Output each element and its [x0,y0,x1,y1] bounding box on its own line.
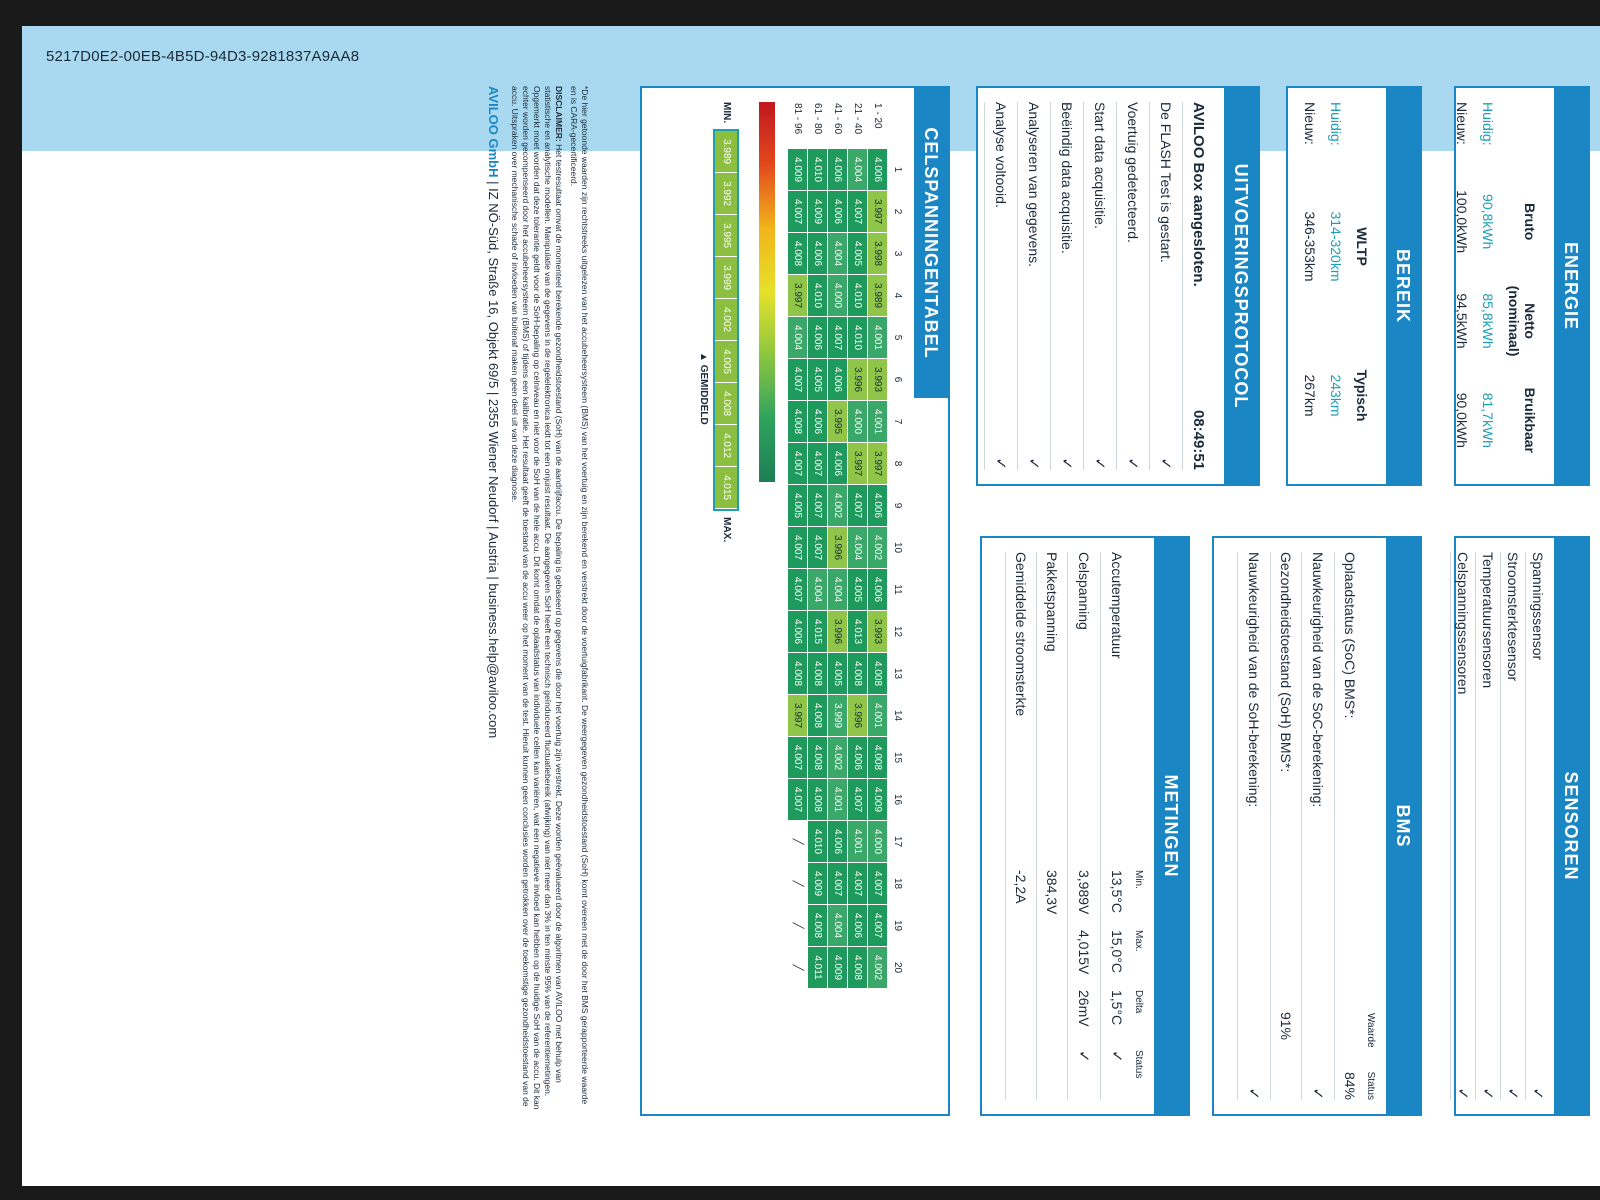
cell-voltage: 4.002 [868,527,888,569]
cell-voltage: 4.001 [868,401,888,443]
voltage-gradient-bar [760,102,776,482]
panel-celtabel [640,86,950,1116]
sensor-item: Spanningssensor [1530,552,1546,661]
disclaimer-block: *De hier getoonde waarden zijn rechtstreeks uitgelezen van het accubeheersysteem (BMS) van het voertuig en zijn berekend en verstrekt door de voertuigfabrikant. De weergegeven gezondheidstoestand (SoH) komt overeen met de door het BMS gerapporteerde waarde en is CARA-gecertificeerd. DISCLAIMER: Het testresultaat omvat de momenteel berekende gezondheidstoestand (SoH) van de aandrijfaccu. De bepaling is gebaseerd op gegevens die door het voertuig zijn verstrekt. Deze worden geëvalueerd door de algoritmen van AVILOO met behulp van statistische en analytische modellen. Manipulatie van de gegevens in de regelelektronica leidt tot een onjuist resultaat. De aangegeven SoH heeft een technisch geïnduceerd fluctuatiebereik (afwijking) van niet meer dan 3% in ten minste 95% van de referentiemetingen. Opgemerkt moet worden dat deze tolerantie geldt voor de SoH-bepaling op celniveau en niet voor de SoH van de hele accu. Dit komt omdat de oplaadstatus van individuele cellen kan variëren, wat een negatieve invloed kan hebben op de huidige SoH van de accu. Dit kan echter worden gecompenseerd door het accubeheersysteem (BMS) of tijdens een kalibratie. Het resultaat geeft de toestand van de accu weer op het moment van de test. Hieruit kunnen geen conclusies worden getrokken over de toekomstige gezondheidstoestand van de accu. Uitspraken over mechanische schade of invloeden van buitenaf maken geen deel uit van deze diagnose. AVILOO GmbH | IZ NÖ-Süd, Straße 16, Objekt 69/5 | 2355 Wiener Neudorf | Austria | business.help@aviloo.com [486,86,590,1116]
cell-voltage: 4.005 [828,653,848,695]
column-header: 5 [891,334,903,341]
row-label: 41 - 60 [828,103,848,149]
cell-voltage: 4.015 [808,611,828,653]
cell-voltage: 4.006 [828,191,848,233]
cell-voltage: 4.008 [788,401,808,443]
column-header: 20 [891,961,903,974]
company-name: AVILOO GmbH [486,86,501,178]
metric-delta: 1,5°C [1109,990,1125,1026]
bms-value: 84% [1342,1071,1358,1100]
average-text: GEMIDDELD [698,364,710,425]
cell-voltage: 3.997 [868,443,888,485]
metric-max: 15,0°C [1109,930,1125,973]
cell-voltage: 4.004 [788,317,808,359]
cell-voltage: 4.006 [808,401,828,443]
cell-voltage: ╱ [788,821,808,863]
cell-voltage: 4.005 [848,233,868,275]
metric-min: 13,5°C [1109,870,1125,913]
cell-voltage: 4.002 [868,947,888,989]
cell-voltage: 4.008 [808,905,828,947]
range-value: 3.999 [716,257,738,299]
cell-voltage: 3.997 [788,695,808,737]
value: 267km [1302,374,1318,417]
cell-voltage: 4.006 [828,443,848,485]
panel-energie [1454,86,1590,486]
cell-voltage: 4.001 [868,317,888,359]
col-min: Min. [1133,870,1144,889]
cell-voltage: 4.010 [848,317,868,359]
metric-value: -2,2A [1013,870,1029,904]
cell-voltage: 4.007 [788,737,808,779]
value: 90,8kWh [1480,194,1496,250]
cell-voltage: 4.007 [788,569,808,611]
value: 100,0kWh [1454,190,1470,254]
cell-voltage: 4.011 [808,947,828,989]
disclaimer-text: Het testresultaat omvat de momenteel berekende gezondheidstoestand (SoH) van de aandrijfaccu. De bepaling is gebaseerd op gegevens die door het voertuig zijn verstrekt. Deze worden geëvalueerd door de algoritmen van AVILOO met behulp van statistische en analytische modellen. Manipulatie van de gegevens in de regelelektronica leidt tot een onjuist resultaat. De aangegeven SoH heeft een technisch geïnduceerd fluctuatiebereik (afwijking) van niet meer dan 3% in ten minste 95% van de referentiemetingen. Opgemerkt moet worden dat deze tolerantie geldt voor de SoH-bepaling op celniveau en niet voor de SoH van de hele accu. Dit komt omdat de oplaadstatus van individuele cellen kan variëren, wat een negatieve invloed kan hebben op de huidige SoH van de accu. Dit kan echter worden gecompenseerd door het accubeheersysteem (BMS) of tijdens een kalibratie. Het resultaat geeft de toestand van de accu weer op het moment van de test. Hieruit kunnen geen conclusies worden getrokken over de toekomstige gezondheidstoestand van de accu. Uitspraken over mechanische schade of invloeden van buitenaf maken geen deel uit van deze diagnose. [510,86,564,1110]
protocol-item: Voertuig gedetecteerd. [1125,102,1141,243]
check-icon: ✓ [1245,1087,1262,1100]
col-status: Status [1133,1050,1144,1079]
check-icon: ✓ [1091,457,1108,470]
check-icon: ✓ [1479,1087,1496,1100]
cell-voltage: 4.010 [808,149,828,191]
metric-label: Celspanning [1076,552,1092,630]
table-row [848,103,868,989]
panel-title: BMS [1386,538,1420,1114]
cell-voltage: 4.006 [848,905,868,947]
column-header: 11 [891,584,903,595]
triangle-icon: ▲ [698,352,710,362]
cell-voltage: 4.006 [868,485,888,527]
cell-voltage: 4.006 [788,611,808,653]
cell-voltage: 4.006 [828,149,848,191]
column-header: 14 [891,709,903,722]
value: 346-353km [1302,211,1318,282]
check-icon: ✓ [1309,1087,1326,1100]
bms-label: Gezondheidstoestand (SoH) BMS*: [1278,552,1294,773]
check-icon: ✓ [1454,1087,1471,1100]
cell-voltage: 4.007 [808,485,828,527]
row-label: 61 - 80 [808,103,828,149]
cell-voltage: 3.996 [828,611,848,653]
row-label: 81 - 96 [788,103,808,149]
cell-voltage: ╱ [788,905,808,947]
cell-voltage: 4.007 [788,443,808,485]
cell-voltage: 4.007 [828,317,848,359]
cell-voltage: 4.004 [828,905,848,947]
column-header: 18 [891,877,903,890]
column-header: 12 [891,625,903,638]
cell-voltage: 4.010 [808,275,828,317]
document-id: 5217D0E2-00EB-4B5D-94D3-9281837A9AA8 [46,48,360,65]
range-value: 4.002 [716,299,738,341]
cell-voltage: 4.007 [848,191,868,233]
protocol-item: Analyse voltooid. [993,102,1009,208]
check-icon: ✓ [1124,457,1141,470]
cell-voltage: 4.004 [848,149,868,191]
cell-voltage: ╱ [788,947,808,989]
metric-min: 3,989V [1076,870,1092,915]
cell-voltage: 4.009 [808,191,828,233]
protocol-item: Start data acquisitie. [1092,102,1108,229]
company-address: IZ NÖ-Süd, Straße 16, Objekt 69/5 | 2355 Wiener Neudorf | Austria | business.help@aviloo.com [486,188,501,739]
cell-voltage: 3.997 [868,191,888,233]
metric-delta: 26mV [1076,990,1092,1027]
cell-voltage: 4.010 [848,275,868,317]
row-label: 1 - 20 [868,103,888,149]
check-icon: ✓ [1075,1050,1092,1063]
cell-voltage: 4.006 [828,821,848,863]
cell-voltage: 4.006 [808,317,828,359]
cell-voltage: 3.998 [868,233,888,275]
panel-sensoren [1454,536,1590,1116]
range-value: 3.995 [716,215,738,257]
bms-value: 91% [1278,1011,1294,1040]
cell-voltage: 4.005 [848,569,868,611]
bms-label: Oplaadstatus (SoC) BMS*: [1342,552,1358,719]
column-header: 7 [891,418,903,425]
panel-title: BEREIK [1386,88,1420,484]
cell-voltage: 4.007 [788,359,808,401]
metric-label: Pakketspanning [1044,552,1060,652]
panel-bms [1212,536,1422,1116]
cell-voltage: 3.999 [828,695,848,737]
cell-voltage: 4.002 [828,485,848,527]
cell-voltage: 4.008 [848,947,868,989]
column-header: 4 [891,292,903,299]
average-label [699,352,710,425]
cell-voltage: 4.005 [788,485,808,527]
metric-label: Gemiddelde stroomsterkte [1013,552,1029,717]
check-icon: ✓ [1529,1087,1546,1100]
panel-title: SENSOREN [1554,538,1588,1114]
col-header: Bruto [1522,203,1538,241]
cell-voltage: 4.007 [808,443,828,485]
row-label: Nieuw: [1302,102,1318,145]
col-waarde: Waarde [1365,1012,1376,1048]
cell-voltage: 4.000 [828,275,848,317]
column-header: 19 [891,919,903,932]
cell-voltage: ╱ [788,863,808,905]
cell-voltage: 4.000 [868,821,888,863]
cell-voltage: 3.996 [848,695,868,737]
cell-voltage: 4.006 [868,149,888,191]
report-page [22,26,1600,1186]
cell-voltage: 4.001 [828,779,848,821]
row-label: Nieuw: [1454,102,1470,145]
value: 85,8kWh [1480,293,1496,349]
cell-voltage: 3.993 [868,359,888,401]
column-header: 10 [891,541,903,554]
range-value: 4.008 [716,383,738,425]
panel-title: ENERGIE [1554,88,1588,484]
column-header: 13 [891,667,903,680]
cell-voltage: 4.008 [848,653,868,695]
metric-max: 4,015V [1076,930,1092,975]
cell-voltage: 4.001 [848,821,868,863]
sensor-item: Celspanningssensoren [1455,552,1471,695]
footnote: *De hier getoonde waarden zijn rechtstreeks uitgelezen van het accubeheersysteem (BMS) van het voertuig en zijn berekend en verstrekt door de voertuigfabrikant. De weergegeven gezondheidstoestand (SoH) komt overeen met de door het BMS gerapporteerde waarde en is CARA-gecertificeerd. [569,86,590,1105]
value: 94,5kWh [1454,293,1470,349]
cell-voltage: 4.006 [868,569,888,611]
cell-voltage: 4.004 [808,569,828,611]
cell-voltage: 4.006 [848,737,868,779]
value: 81,7kWh [1480,392,1496,448]
column-header: 17 [891,835,903,848]
metric-value: 384,3V [1044,870,1060,915]
cell-voltage: 4.013 [848,611,868,653]
col-header: Netto (nominaal) [1506,285,1538,357]
cell-voltage: 3.995 [828,401,848,443]
cell-voltage: 4.007 [848,863,868,905]
column-header: 15 [891,751,903,764]
cell-voltage: 4.009 [828,947,848,989]
column-header: 1 [891,166,903,173]
bms-label: Nauwkeurigheid van de SoC-berekening: [1310,552,1326,808]
cell-voltage: 4.007 [848,485,868,527]
value: 314-320km [1328,211,1344,282]
rotated-report [50,86,1590,1146]
cell-voltage: 3.996 [848,359,868,401]
col-header: WLTP [1354,227,1370,266]
sensor-item: Temperatuursensoren [1480,552,1496,689]
check-icon: ✓ [1504,1087,1521,1100]
cell-voltage: 4.008 [808,779,828,821]
col-header: Bruikbaar [1522,387,1538,453]
cell-voltage: 4.010 [808,821,828,863]
range-value: 3.992 [716,173,738,215]
cell-voltage: 4.004 [848,527,868,569]
check-icon: ✓ [1058,457,1075,470]
min-label: MIN. [721,102,732,124]
cell-voltage: 3.997 [788,275,808,317]
cell-voltage: 4.007 [868,863,888,905]
panel-title: METINGEN [1154,538,1188,1114]
cell-voltage: 4.008 [868,653,888,695]
protocol-item: Analyseren van gegevens. [1026,102,1042,267]
check-icon: ✓ [992,457,1009,470]
cell-voltage: 3.996 [828,527,848,569]
min-max-range [714,129,740,511]
protocol-time: 08:49:51 [1190,409,1207,470]
col-delta: Delta [1133,990,1144,1014]
table-row [788,103,808,989]
cell-voltage: 4.008 [868,737,888,779]
sensor-item: Stroomsterktesensor [1505,552,1521,682]
table-row [808,103,828,989]
cell-voltage: 4.000 [848,401,868,443]
max-label: MAX. [721,517,732,543]
panel-protocol [976,86,1260,486]
cell-voltage: 4.009 [868,779,888,821]
panel-title: CELSPANNINGENTABEL [914,88,948,398]
col-status: Status [1365,1071,1376,1100]
cell-voltage: 4.008 [788,233,808,275]
cell-voltage: 4.004 [828,569,848,611]
cell-voltage: 3.989 [868,275,888,317]
cell-voltage: 4.004 [828,233,848,275]
column-header: 9 [891,502,903,509]
panel-metingen [980,536,1190,1116]
cell-voltage: 3.993 [868,611,888,653]
metric-label: Accutemperatuur [1109,552,1125,659]
check-icon: ✓ [1157,457,1174,470]
column-header: 8 [891,460,903,467]
column-header: 16 [891,793,903,806]
col-header: Typisch [1354,369,1370,422]
cell-voltage: 4.006 [828,359,848,401]
panel-bereik [1286,86,1422,486]
cell-voltage: 4.008 [808,653,828,695]
cell-voltage: 4.006 [808,233,828,275]
protocol-head-label: AVILOO Box aangesloten. [1190,102,1207,287]
cell-voltage: 4.001 [868,695,888,737]
row-label: Huidig: [1480,102,1496,146]
cell-voltage: 3.997 [848,443,868,485]
protocol-item: De FLASH Test is gestart. [1158,102,1174,263]
protocol-item: Beëindig data acquisitie. [1059,102,1075,254]
column-header: 2 [891,208,903,215]
table-row [828,103,848,989]
column-header: 3 [891,250,903,257]
cell-voltage: 4.007 [788,779,808,821]
cell-voltage: 4.008 [808,695,828,737]
value: 243km [1328,374,1344,417]
range-value: 4.005 [716,341,738,383]
col-max: Max. [1133,930,1144,952]
cell-voltage: 4.005 [808,359,828,401]
check-icon: ✓ [1108,1050,1125,1063]
range-value: 4.012 [716,425,738,467]
row-label: Huidig: [1328,102,1344,146]
range-value: 3.989 [716,131,738,173]
column-header: 6 [891,376,903,383]
bms-label: Nauwkeurigheid van de SoH-berekening: [1246,552,1262,808]
cell-voltage: 4.007 [848,779,868,821]
check-icon: ✓ [1025,457,1042,470]
cell-voltage: 4.008 [788,653,808,695]
panel-title: UITVOERINGSPROTOCOL [1224,88,1258,484]
cell-voltage: 4.007 [788,191,808,233]
cell-voltage: 4.007 [868,905,888,947]
cell-voltage: 4.009 [808,863,828,905]
cell-voltage: 4.008 [808,737,828,779]
cell-voltage: 4.007 [808,527,828,569]
cell-voltage-table [788,102,907,989]
cell-voltage: 4.007 [828,863,848,905]
cell-voltage: 4.009 [788,149,808,191]
cell-voltage: 4.002 [828,737,848,779]
value: 90,0kWh [1454,392,1470,448]
range-value: 4.015 [716,467,738,509]
cell-voltage: 4.007 [788,527,808,569]
table-row [868,103,888,989]
disclaimer-label: DISCLAIMER: [554,86,564,142]
row-label: 21 - 40 [848,103,868,149]
